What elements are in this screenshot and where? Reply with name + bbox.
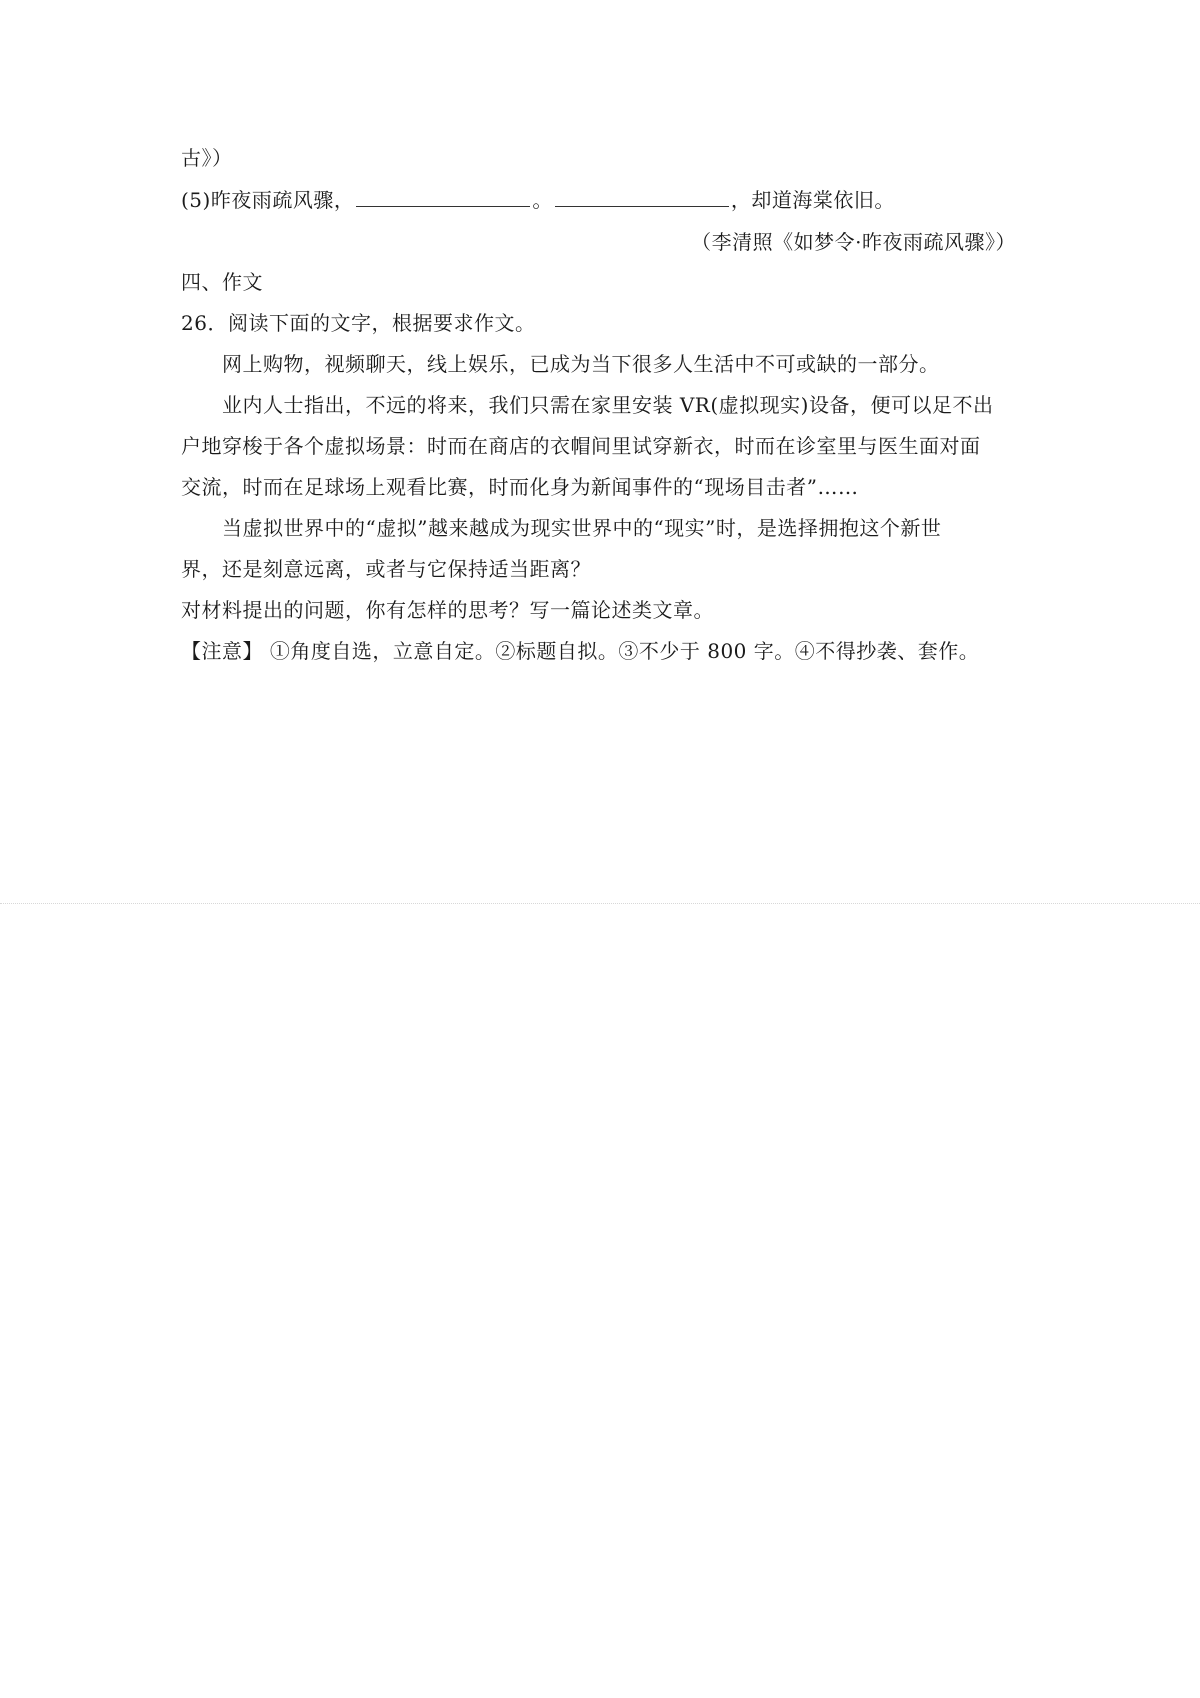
answer-blank-2[interactable] (555, 188, 729, 207)
question-5-prompt: (5)昨夜雨疏风骤， (181, 188, 355, 212)
writing-task: 对材料提出的问题，你有怎样的思考？写一篇论述类文章。 (181, 598, 714, 622)
writing-notes: 【注意】 ①角度自选，立意自定。②标题自拟。③不少于 800 字。④不得抄袭、套作。 (181, 639, 980, 663)
material-paragraph-2-line-1: 业内人士指出，不远的将来，我们只需在家里安装 VR(虚拟现实)设备，便可以足不出 (222, 393, 994, 417)
section-heading-composition: 四、作文 (181, 270, 263, 294)
question-5-ending: ，却道海棠依旧。 (730, 188, 895, 212)
fill-in-question-5 (181, 186, 895, 214)
question-5-separator: 。 (532, 188, 553, 212)
material-paragraph-3-line-1: 当虚拟世界中的“虚拟”越来越成为现实世界中的“现实”时，是选择拥抱这个新世 (222, 516, 942, 540)
page-divider (0, 903, 1200, 904)
material-paragraph-3-line-2: 界，还是刻意远离，或者与它保持适当距离？ (181, 557, 591, 581)
material-paragraph-2-line-3: 交流，时而在足球场上观看比赛，时而化身为新闻事件的“现场目击者”…… (181, 475, 859, 499)
material-paragraph-2-line-2: 户地穿梭于各个虚拟场景：时而在商店的衣帽间里试穿新衣，时而在诊室里与医生面对面 (181, 434, 981, 458)
poem-source-tail: 古》） (181, 146, 233, 170)
material-paragraph-1: 网上购物，视频聊天，线上娱乐，已成为当下很多人生活中不可或缺的一部分。 (222, 352, 940, 376)
poem-attribution: （李清照《如梦令·昨夜雨疏风骤》） (691, 230, 1016, 254)
question-26-title: 26．阅读下面的文字，根据要求作文。 (181, 311, 536, 335)
answer-blank-1[interactable] (356, 188, 530, 207)
